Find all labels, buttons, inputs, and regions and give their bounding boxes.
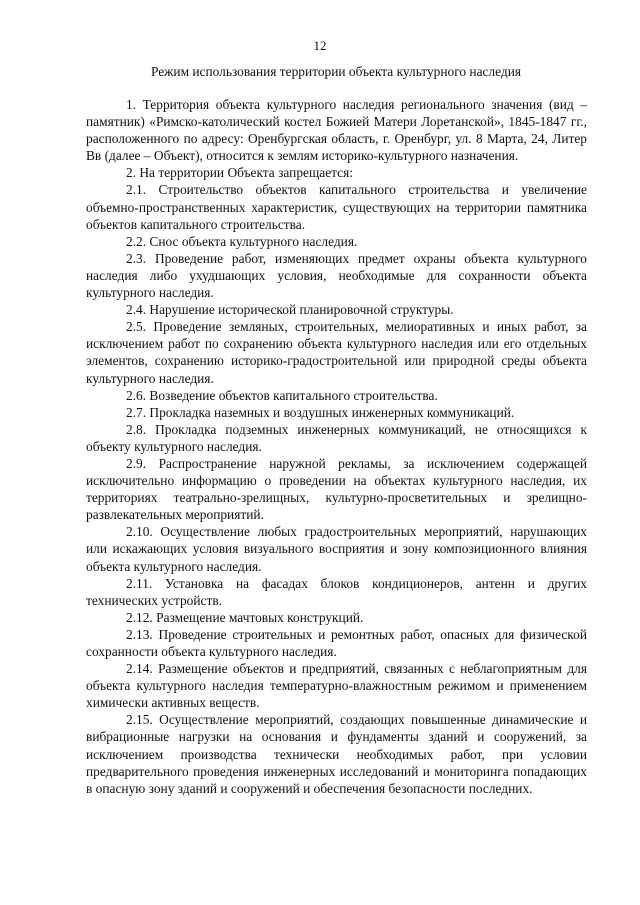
- paragraph-2-15: 2.15. Осуществление мероприятий, создающих повышенные динамические и вибрационные нагрузки на основания и фундаменты зданий и сооружений, за исключением производства технически необходимых работ, при условии предварительного проведения инженерных исследований и мониторинга попадающих в опасную зону зданий и сооружений и обеспечения безопасности последних.: [86, 712, 587, 796]
- paragraph-2-4: 2.4. Нарушение исторической планировочной структуры.: [126, 302, 454, 318]
- page-number: 12: [313, 38, 327, 53]
- paragraph-1: 1. Территория объекта культурного наследия регионального значения (вид – памятник) «Римско-католический костел Божией Матери Лоретанской», 1845-1847 гг., расположенного по адресу: Оренбургская область, г. Оренбург, ул. 8 Марта, 24, Литер Вв (далее – Объект), относится к землям историко-культурного назначения.: [86, 97, 587, 164]
- paragraph-2-9: 2.9. Распространение наружной рекламы, за исключением содержащей исключительно информацию о проведении на объектах культурного наследия, их территориях театрально-зрелищных, культурно-просветительных и зрелищно-развлекательных мероприятий.: [86, 455, 587, 523]
- page-title: Режим использования территории объекта культурного наследия: [150, 64, 522, 79]
- paragraph-2-8: 2.8. Прокладка подземных инженерных коммуникаций, не относящихся к объекту культурного наследия.: [86, 421, 587, 454]
- paragraph-2-2: 2.2. Снос объекта культурного наследия.: [126, 233, 358, 249]
- document-body: [86, 96, 587, 797]
- paragraph-2-5: 2.5. Проведение земляных, строительных, мелиоративных и иных работ, за исключением работ по сохранению объекта культурного наследия или его отдельных элементов, сохранению историко-градостроительной или природной среды объекта культурного наследия.: [86, 319, 587, 386]
- paragraph-2: 2. На территории Объекта запрещается:: [126, 165, 353, 181]
- paragraph-2-7: 2.7. Прокладка наземных и воздушных инженерных коммуникаций.: [126, 404, 515, 420]
- paragraph-2-6: 2.6. Возведение объектов капитального строительства.: [126, 387, 438, 403]
- paragraph-2-12: 2.12. Размещение мачтовых конструкций.: [126, 609, 364, 625]
- paragraph-2-1: 2.1. Строительство объектов капитального строительства и увеличение объемно-пространственных характеристик, существующих на территории памятника объектов капитального строительства.: [86, 182, 587, 232]
- paragraph-2-11: 2.11. Установка на фасадах блоков кондиционеров, антенн и других технических устройств.: [86, 575, 587, 608]
- paragraph-2-13: 2.13. Проведение строительных и ремонтных работ, опасных для физической сохранности объекта культурного наследия.: [86, 626, 587, 659]
- paragraph-2-10: 2.10. Осуществление любых градостроительных мероприятий, нарушающих или искажающих условия визуального восприятия и зону композиционного влияния объекта культурного наследия.: [86, 524, 587, 574]
- paragraph-2-14: 2.14. Размещение объектов и предприятий, связанных с неблагоприятным для объекта культурного наследия температурно-влажностным режимом и применением химически активных веществ.: [86, 661, 587, 711]
- paragraph-2-3: 2.3. Проведение работ, изменяющих предмет охраны объекта культурного наследия либо ухудшающих условия, необходимые для сохранности объекта культурного наследия.: [86, 250, 587, 301]
